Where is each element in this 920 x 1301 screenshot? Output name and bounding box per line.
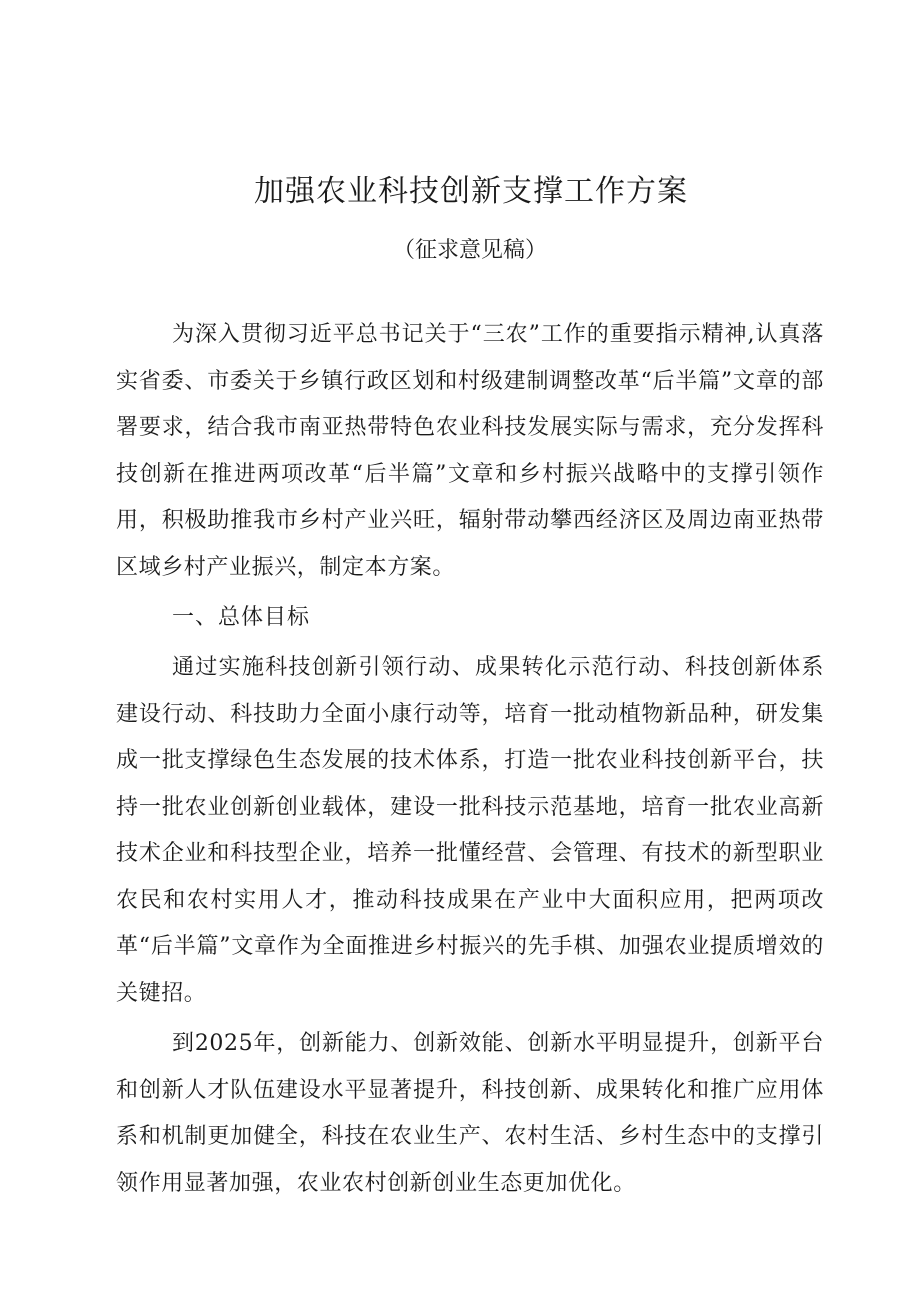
goals-paragraph: 通过实施科技创新引领行动、成果转化示范行动、科技创新体系建设行动、科技助力全面小康行动等，培育一批动植物新品种，研发集成一批支撑绿色生态发展的技术体系，打造一批农业科技创新平台，扶持一批农业创新创业载体，建设一批科技示范基地，培育一批农业高新技术企业和科技型企业，培养一批懂经营、会管理、有技术的新型职业农民和农村实用人才，推动科技成果在产业中大面积应用，把两项改革“后半篇”文章作为全面推进乡村振兴的先手棋、加强农业提质增效的关键招。	[116, 655, 824, 1006]
target-2025-paragraph: 到2025年，创新能力、创新效能、创新水平明显提升，创新平台和创新人才队伍建设水平显著提升，科技创新、成果转化和推广应用体系和机制更加健全，科技在农业生产、农村生活、乡村生态中的支撑引领作用显著加强，农业农村创新创业生态更加优化。	[116, 1031, 824, 1196]
document-title: 加强农业科技创新支撑工作方案	[254, 174, 688, 209]
document-subtitle: （征求意见稿）	[392, 238, 547, 263]
intro-paragraph: 为深入贯彻习近平总书记关于“三农”工作的重要指示精神,认真落实省委、市委关于乡镇行政区划和村级建制调整改革“后半篇”文章的部署要求，结合我市南亚热带特色农业科技发展实际与需求，充分发挥科技创新在推进两项改革“后半篇”文章和乡村振兴战略中的支撑引领作用，积极助推我市乡村产业兴旺，辐射带动攀西经济区及周边南亚热带区域乡村产业振兴，制定本方案。	[116, 322, 824, 580]
section-heading-overall-goals: 一、总体目标	[172, 605, 311, 630]
